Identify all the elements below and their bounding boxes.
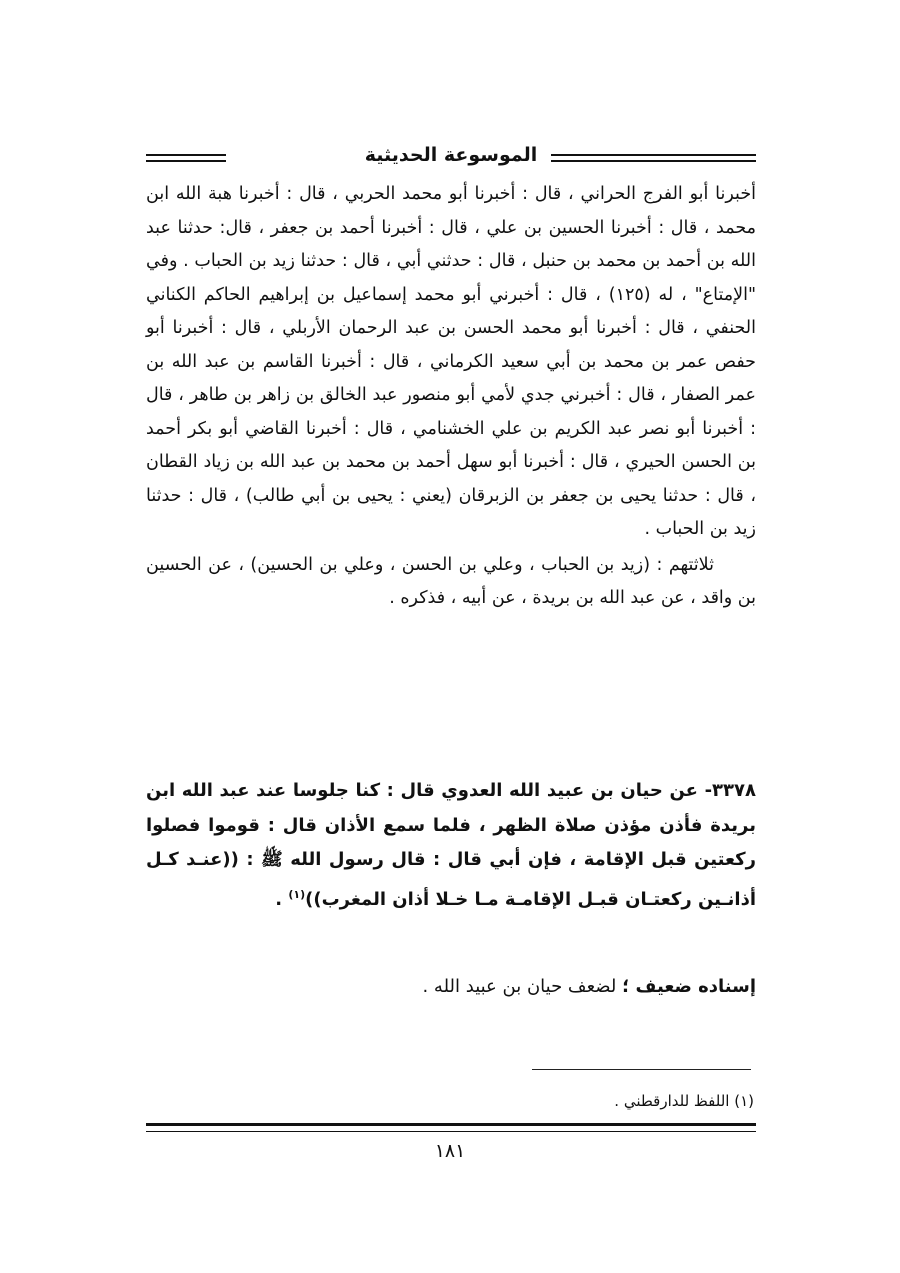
hadith-grade — [422, 976, 756, 997]
paragraph-isnad: أخبرنا أبو الفرج الحراني ، قال : أخبرنا أبو محمد الحربي ، قال : أخبرنا هبة الله ابن محمد ، قال : أخبرنا الحسين بن علي ، قال : أخبرنا أحمد بن جعفر ، قال: حدثنا عبد الله بن أحمد بن محمد بن حنبل ، قال : حدثني أبي ، قال : حدثنا زيد بن الحباب . وفي "الإمتاع" ، له (١٢٥) ، قال : أخبرني أبو محمد إسماعيل بن إبراهيم الحاكم الكناني الحنفي ، قال : أخبرنا أبو محمد الحسن بن عبد الرحمان الأربلي ، قال : أخبرنا أبو حفص عمر بن محمد بن أبي سعيد الكرماني ، قال : أخبرنا القاسم بن عبد الله بن عمر الصفار ، قال : أخبرني جدي لأمي أبو منصور عبد الخالق بن زاهر بن طاهر ، قال : أخبرنا أبو نصر عبد الكريم بن علي الخشنامي ، قال : أخبرنا القاضي أبو بكر أحمد بن الحسن الحيري ، قال : أخبرنا أبو سهل أحمد بن محمد بن عبد الله بن زياد القطان ، قال : حدثنا يحيى بن جعفر بن الزبرقان (يعني : يحيى بن أبي طالب) ، قال : حدثنا زيد بن الحباب . — [146, 184, 757, 539]
page-title: الموسوعة الحديثية — [351, 144, 552, 166]
footnote-rule — [532, 1069, 751, 1070]
grade-reason: لضعف حيان بن عبيد الله . — [422, 976, 623, 997]
hadith-block — [146, 774, 756, 917]
grade-label: إسناده ضعيف ؛ — [622, 976, 756, 997]
hadith-text: عن حيان بن عبيد الله العدوي قال : كنا جلوسا عند عبد الله ابن بريدة فأذن مؤذن صلاة الظهر ، فلما سمع الأذان قال : قوموا فصلوا ركعتين قبل الإقامة ، فإن أبي قال : قال رسول الله ﷺ : ((عنـد كـل أذانـين ركعتـان قبـل الإقامـة مـا خـلا أذان المغرب)) — [146, 780, 756, 910]
hadith-end: . — [275, 888, 289, 910]
hadith-paragraph — [146, 774, 756, 917]
footer-rule — [146, 1123, 756, 1132]
isnad-text — [146, 178, 756, 616]
footnote-ref: (١) — [288, 887, 306, 901]
page-header — [146, 140, 756, 180]
footnote: (١) اللفظ للدارقطني . — [614, 1092, 754, 1110]
paragraph-summary: ثلاثتهم : (زيد بن الحباب ، وعلي بن الحسن ، وعلي بن الحسين) ، عن الحسين بن واقد ، عن عبد الله بن بريدة ، عن أبيه ، فذكره . — [146, 554, 756, 608]
page-number: ١٨١ — [434, 1140, 466, 1162]
hadith-number: ٣٣٧٨- — [704, 780, 756, 801]
header-title-wrap — [146, 144, 756, 166]
